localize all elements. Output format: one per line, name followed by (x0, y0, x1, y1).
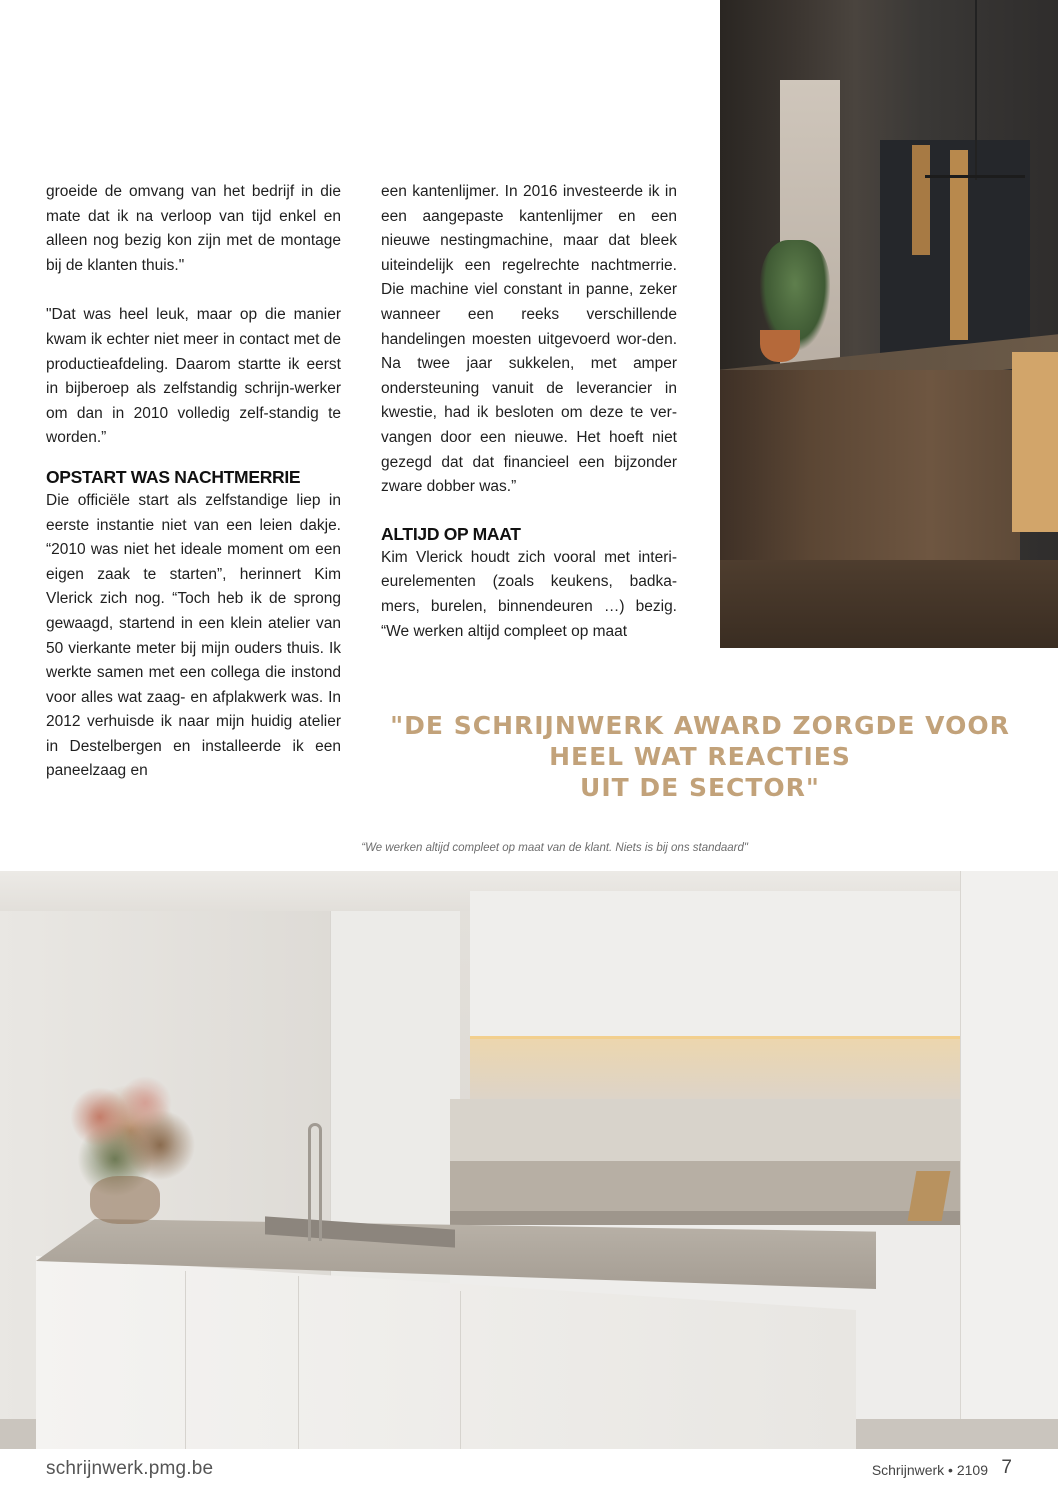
paragraph: een kantenlijmer. In 2016 investeerde ik in een aangepaste kantenlijmer en een nieuwe nestingmachine, maar dat bleek uiteindelijk een regelrechte nachtmerrie. Die machine viel constant in panne, zeker wanneer een reeks verschillende handelingen moesten uitgevoerd wor-den. Na twee jaar sukkelen, met amper ondersteuning vanuit de leverancier in kwestie, had ik besloten om deze te ver-vangen door een nieuwe. Het hoeft niet gezegd dat dat financieel een bijzonder zware dobber was.” (381, 183, 677, 496)
article-column-middle (381, 180, 677, 669)
paragraph: groeide de omvang van het bedrijf in die mate dat ik na verloop van tijd enkel en alleen nog bezig kon zijn met de montage bij de klanten thuis." (46, 183, 341, 274)
pull-quote-line: HEEL WAT REACTIES (549, 742, 851, 771)
kitchen-island-photo (720, 0, 1058, 648)
pull-quote-line: UIT DE SECTOR" (580, 773, 820, 802)
photo-caption: “We werken altijd compleet op maat van de klant. Niets is bij ons standaard" (361, 842, 748, 854)
magazine-issue: Schrijnwerk • 2109 (871, 1462, 988, 1478)
paragraph: Die officiële start als zelfstandige liep in eerste instantie niet van een leien dakje. “2010 was niet het ideale moment om een eigen zaak te starten”, herinnert Kim Vlerick zich nog. “Toch heb ik de sprong gewaagd, startend in een klein atelier van 50 vierkante meter bij mijn ouders thuis. Ik werkte samen met een collega die instond voor alles wat zaag- en afplakwerk was. In 2012 verhuisde ik naar mijn huidig atelier in Destelbergen en installeerde ik een paneelzaag en (46, 491, 341, 780)
pull-quote (380, 710, 1020, 803)
page-number: 7 (1001, 1457, 1012, 1478)
white-kitchen-photo (0, 871, 1058, 1449)
paragraph: "Dat was heel leuk, maar op die manier kwam ik echter niet meer in contact met de productieafdeling. Daarom startte ik eerst in bijberoep als zelfstandig schrijn-werker om dan in 2010 volledig zelf-standig te worden.” (46, 306, 341, 447)
paragraph: Kim Vlerick houdt zich vooral met interi-eurelementen (zoals keukens, badka-mers, burelen, binnendeuren …) bezig. “We werken altijd compleet op maat (381, 548, 677, 640)
pull-quote-line: "DE SCHRIJNWERK AWARD ZORGDE VOOR (390, 711, 1010, 740)
website-link[interactable]: schrijnwerk.pmg.be (46, 1458, 214, 1479)
article-column-left (46, 180, 341, 809)
section-heading: ALTIJD OP MAAT (381, 523, 521, 544)
section-heading: OPSTART WAS NACHTMERRIE (46, 466, 301, 487)
